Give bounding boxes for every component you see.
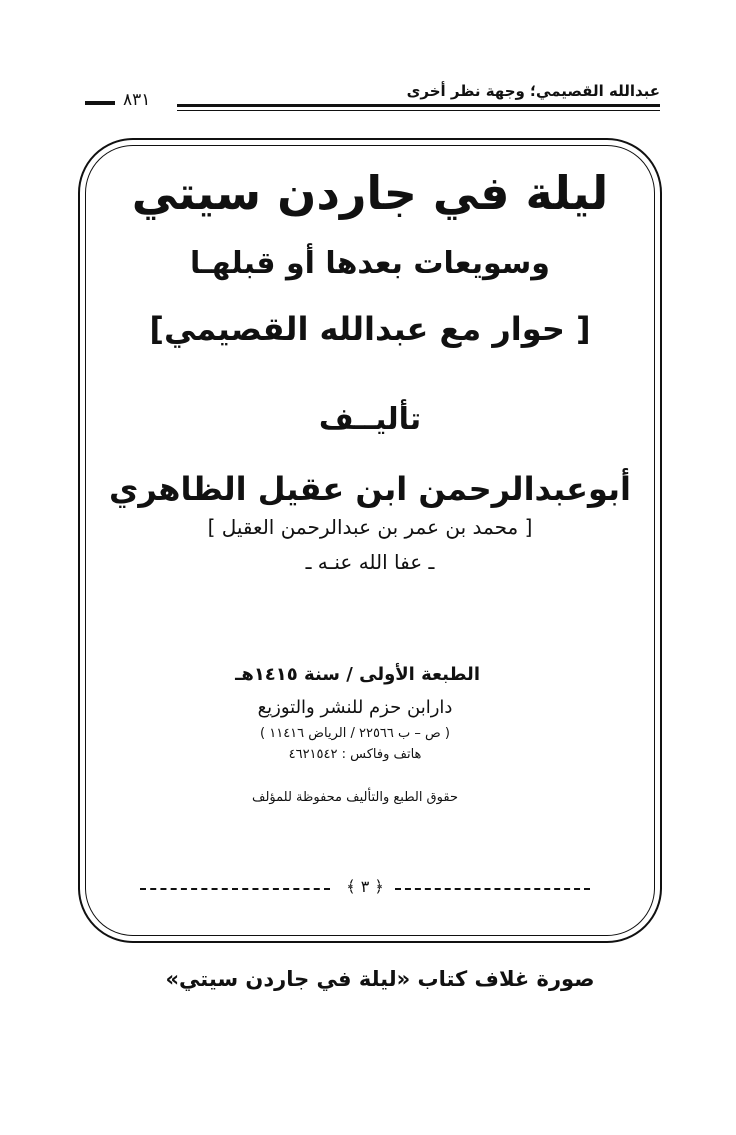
cover-bottom-rule bbox=[140, 877, 590, 901]
dashed-rule-right bbox=[395, 888, 590, 890]
header-rule-thin bbox=[177, 110, 660, 111]
authorship-label: تأليــف bbox=[318, 402, 422, 437]
publisher-line: دارابن حزم للنشر والتوزيع bbox=[257, 697, 453, 718]
phone-fax-line: هاتف وفاكس : ٤٦٢١٥٤٢ bbox=[288, 747, 422, 762]
ornament-number: ﴿ ٣ ﴾ bbox=[346, 877, 384, 896]
author-name: [ محمد بن عمر بن عبدالرحمن العقيل ] bbox=[207, 515, 533, 539]
book-title: ليلة في جاردن سيتي bbox=[131, 166, 609, 220]
rights-line: حقوق الطبع والتأليف محفوظة للمؤلف bbox=[252, 790, 458, 805]
header-rule bbox=[177, 104, 660, 107]
page-number-dash bbox=[85, 101, 115, 105]
author-kunya: أبوعبدالرحمن ابن عقيل الظاهري bbox=[109, 470, 631, 508]
running-title: عبدالله القصيمي؛ وجهة نظر أخرى bbox=[406, 82, 660, 100]
address-line: ( ص – ب ٢٢٥٦٦ / الرياض ١١٤١٦ ) bbox=[260, 726, 450, 741]
book-bracket-line: [ حوار مع عبدالله القصيمي] bbox=[149, 310, 591, 348]
invocation: ـ عفا الله عنـه ـ bbox=[305, 550, 435, 574]
page-header bbox=[85, 82, 660, 116]
edition-line: الطبعة الأولى / سنة ١٤١٥هـ bbox=[235, 664, 480, 685]
book-subtitle: وسويعات بعدها أو قبلهـا bbox=[190, 246, 550, 281]
figure-caption: صورة غلاف كتاب «ليلة في جاردن سيتي» bbox=[165, 967, 595, 991]
page-number: ٨٣١ bbox=[123, 90, 151, 110]
